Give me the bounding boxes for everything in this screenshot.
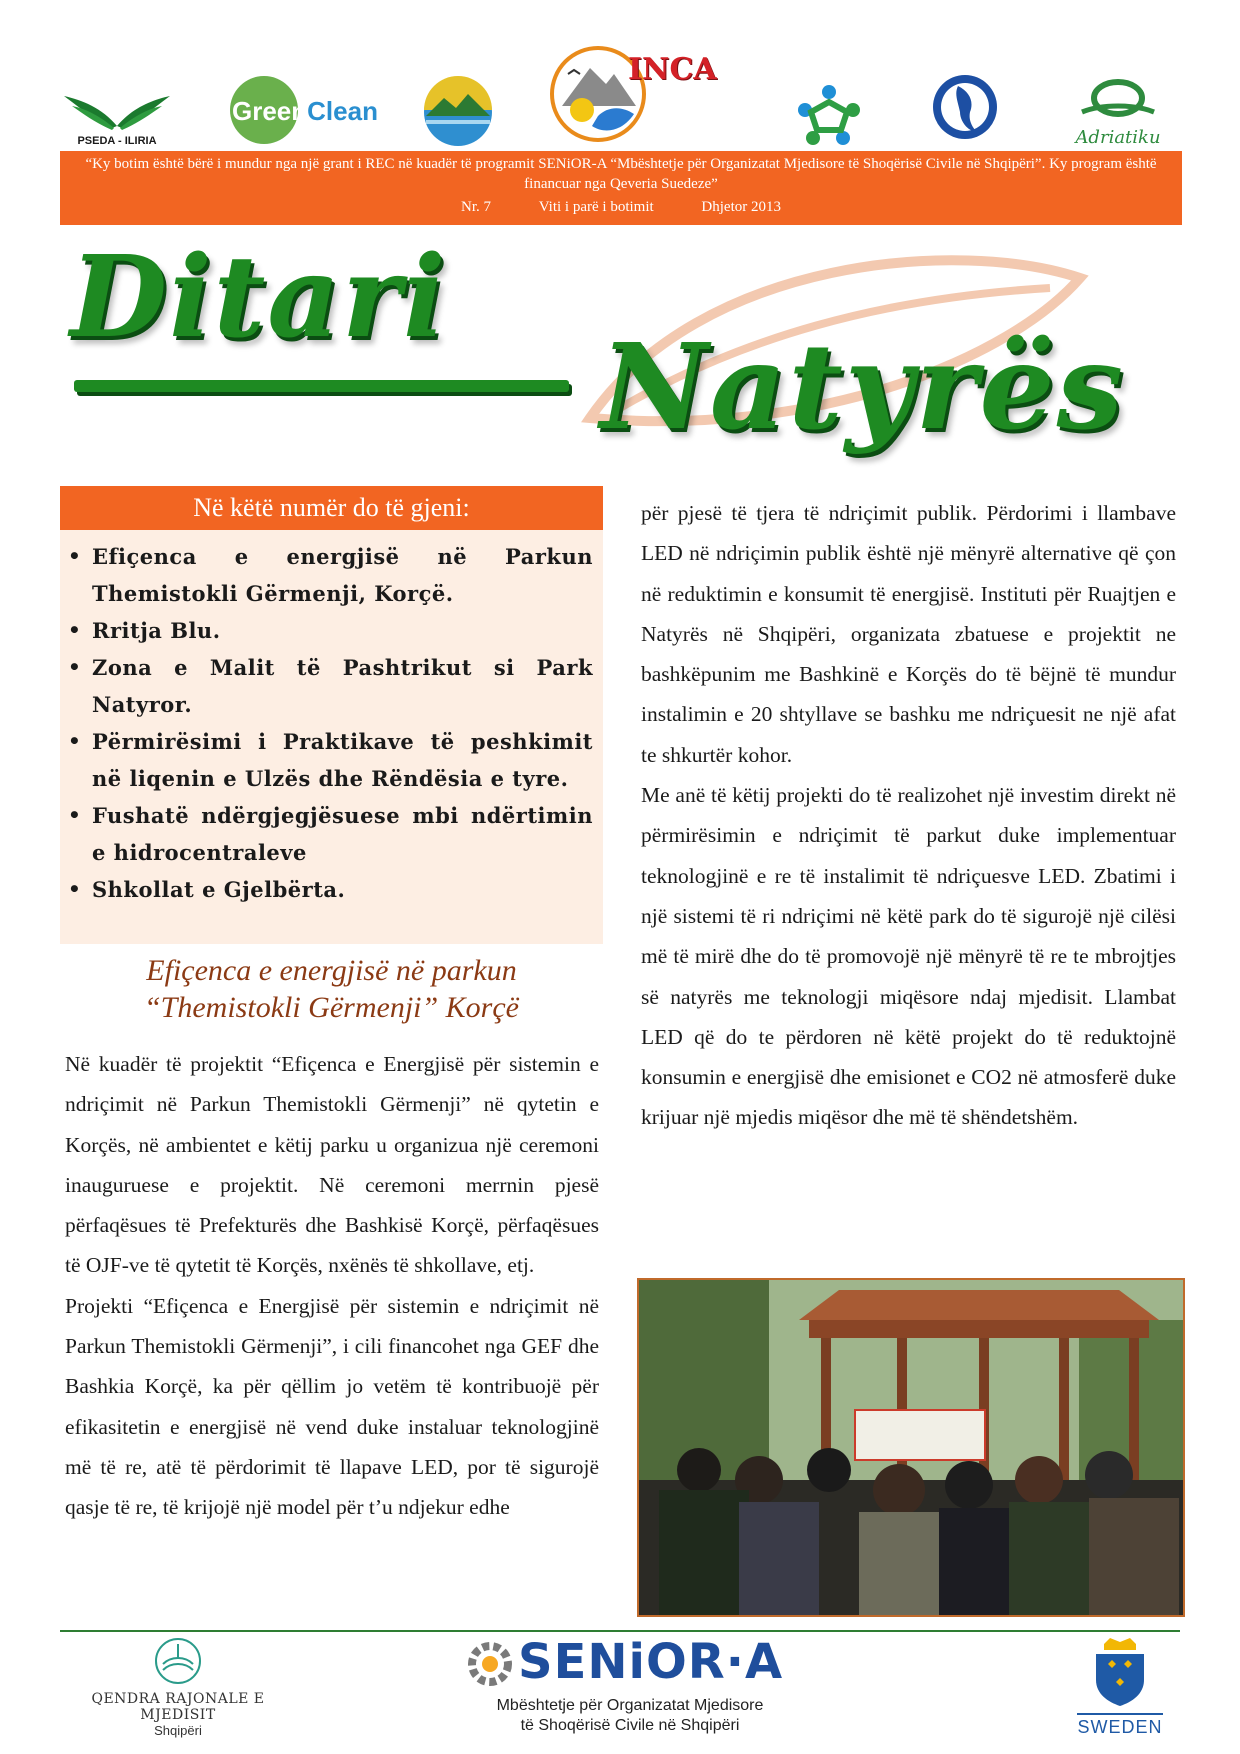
sweden-logo [1060,1636,1180,1746]
article-left-column [65,1044,599,1528]
contents-item: • Përmirësimi i Praktikave të peshkimit në liqenin e Ulzës dhe Rëndësia e tyre. [92,723,593,797]
swedish-crown-shield-icon [1088,1636,1152,1708]
banner-statement: “Ky botim është bërë i mundur nga një grant i REC në kuadër të programit SENiOR-A “Mbështetje për Organizatat Mjedisore të Shoqërisë Civile në Shqipëri”. Ky program është financuar nga Qeveria Suedeze” [85,156,1157,192]
gear-icon [462,1636,518,1692]
title-word-natyres: Natyrës [600,317,1126,456]
senior-a-tagline-1: Mbështetje për Organizatat Mjedisore [496,1697,764,1714]
article-paragraph: Me anë të këtij projekti do të realizohet një investim direkt në përmirësimin e ndriçimit të parkut duke implementuar teknologjinë e re të instalimit të ndriçuesve LED. Zbatimi i një sistemi të ri ndriçimi në këtë park do të sigurojë një cilësi më të mirë dhe do të promovojë një mënyrë të re te mbrojtjes së natyrës me teknologji miqësore ndaj mjedisit. Llambat LED që do te përdoren në këtë projekt do të reduktojnë konsumin e energjisë dhe emisionet e CO2 në atmosferë duke krijuar një mjedis miqësor dhe më të shëndetshëm. [641,783,1176,1130]
greenclean-logo [230,76,380,146]
people-circle-icon [793,80,865,152]
sweden-text: SWEDEN [1077,1713,1162,1738]
title-underline [74,380,569,392]
contents-item: • Rritja Blu. [92,612,593,649]
contents-box [60,486,603,944]
senior-a-logo [460,1632,800,1742]
greenclean-clean-text: Clean [307,96,378,126]
mountain-lake-icon [422,76,494,148]
inca-logo [548,44,748,144]
inca-text: INCA [628,52,717,87]
contents-item: • Zona e Malit të Pashtrikut si Park Natyror. [92,649,593,723]
contents-heading: Në këtë numër do të gjeni: [60,486,603,530]
article-right-column [641,493,1176,1138]
greenclean-green-text: Green [232,96,308,126]
contents-item: • Fushatë ndërgjegjësuese mbi ndërtimin e hidrocentraleve [92,797,593,871]
article-paragraph: Projekti “Efiçenca e Energjisë për sistemin e ndriçimit në Parkun Themistokli Gërmenji”, i cili financohet nga GEF dhe Bashkia Korçë, ka për qëllim jo vetëm të kontribuojë për efikasitetin e energjisë në vend duke instaluar teknologjinë më të re, atë të përdorimit të llapave LED, por të sigurojë qasje të re, të krijojë një model për t’u ndjekur edhe [65,1293,599,1520]
title-word-ditari: Ditari [70,232,448,363]
senior-a-tagline-2: të Shoqërisë Civile në Shqipëri [520,1717,740,1734]
adriatiku-text: Adriatiku [1075,127,1161,148]
article-title [60,952,603,1026]
contents-item: • Efiçenca e energjisë në Parkun Themistokli Gërmenji, Korçë. [92,538,593,612]
wave-drop-icon [1078,76,1158,122]
lake-logo [422,76,494,148]
rec-emblem-icon [153,1636,203,1686]
contents-list [60,530,603,908]
grant-banner [60,151,1182,225]
gazebo-crowd-illustration [639,1280,1183,1615]
partner-logos [60,40,1180,150]
article-paragraph: për pjesë të tjera të ndriçimit publik. Përdorimi i llambave LED në ndriçimin publik është një mënyrë alternative që çon në reduktimin e konsumit të energjisë. Instituti për Ruajtjen e Natyrës në Shqipëri, organizata zbatuese e projektit ne bashkëpunim me Bashkinë e Korçës do të bëjnë të mundur instalimin e 20 shtyllave se bashku me ndriçuesit ne një afat te shkurtër kohor. [641,501,1176,767]
rec-country: Shqipëri [154,1723,202,1738]
publication-year: Viti i parë i botimit [538,199,654,215]
wings-icon [62,78,172,130]
article-title-line2: “Themistokli Gërmenji” Korçë [144,991,519,1024]
issue-date: Dhjetor 2013 [701,199,781,215]
people-circle-logo [793,80,865,152]
map-circle-icon [930,72,1000,142]
rec-logo [58,1636,298,1736]
article-paragraph: Në kuadër të projektit “Efiçenca e Energjisë për sistemin e ndriçimit në Parkun Themistokli Gërmenji” në qytetin e Korçës, në ambientet e këtij parku u organizua një ceremoni inauguruese e projektit. Në ceremoni merrnin pjesë përfaqësues të Prefekturës dhe Bashkisë Korçë, përfaqësues të OJF-ve të qytetit të Korçës, nxënës të shkollave, etj. [65,1052,599,1278]
masthead [60,232,1180,482]
senior-a-wordmark: SENiOR·A [518,1634,784,1690]
issue-number: Nr. 7 [461,199,491,215]
pseda-caption: PSEDA - ILIRIA [77,135,157,147]
rec-name: QENDRA RAJONALE E MJEDISIT [91,1691,265,1723]
adriatiku-logo [1058,76,1178,150]
banner-meta [72,197,1170,217]
ceremony-photo [637,1278,1185,1617]
pseda-logo [62,78,172,150]
contents-item: • Shkollat e Gjelbërta. [92,871,593,908]
federation-logo [930,72,1000,152]
article-title-line1: Efiçenca e energjisë në parkun [146,954,517,987]
